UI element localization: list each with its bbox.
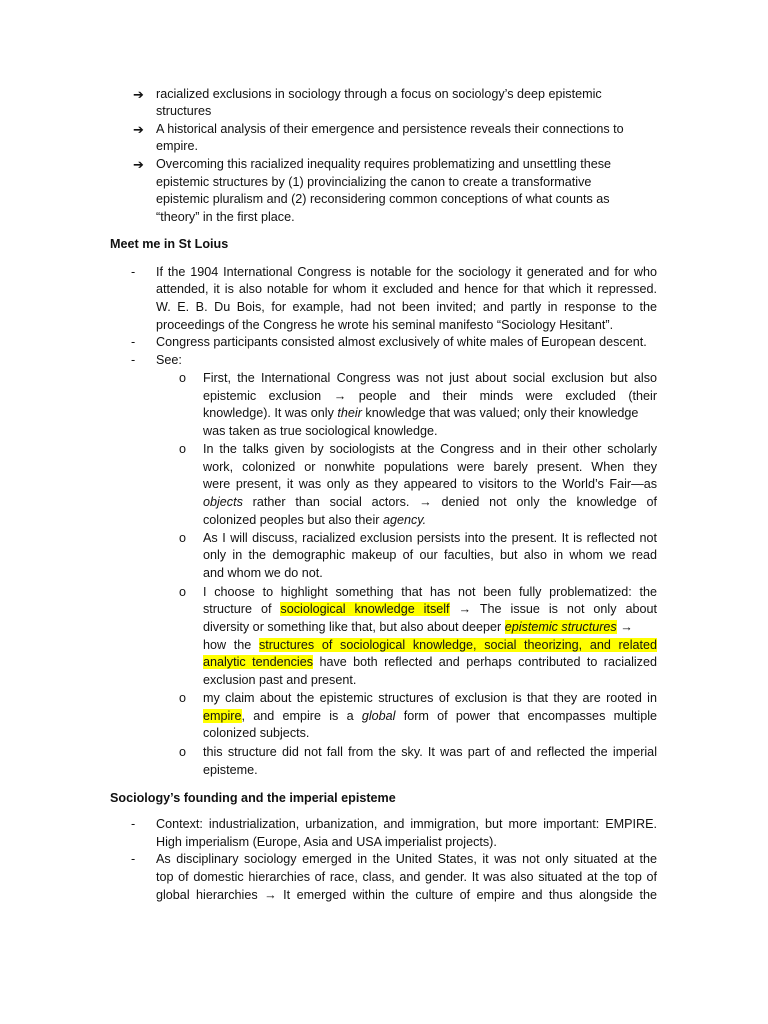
body-line: structure of sociological knowledge itself → The issue is not only about (203, 602, 657, 616)
body-line: proceedings of the Congress he wrote his seminal manifesto “Sociology Hesitant”. (156, 318, 614, 332)
body-line: See: (156, 353, 182, 367)
body-line: As I will discuss, racialized exclusion persists into the present. It is reflected not (203, 531, 657, 545)
body-line: colonized subjects. (203, 726, 310, 740)
circle-bullet: o (179, 585, 187, 599)
body-line: epistemic exclusion → people and their minds were excluded (their (203, 389, 658, 403)
body-line: episteme. (203, 763, 258, 777)
body-line: Congress participants consisted almost exclusively of white males of European descent. (156, 335, 647, 349)
bullet-text: “theory” in the first place. (156, 210, 295, 224)
highlighted-text: empire (203, 709, 242, 723)
body-line: In the talks given by sociologists at the Congress and in their other scholarly (203, 442, 657, 456)
body-line: how the structures of sociological knowledge, social theorizing, and related (203, 638, 658, 652)
inline-arrow-icon: → (419, 495, 432, 509)
circle-bullet: o (179, 531, 187, 545)
body-line: this structure did not fall from the sky. It was part of and reflected the imperial (203, 745, 657, 759)
bullet-text: empire. (156, 139, 198, 153)
arrow-bullet-icon: ➔ (133, 87, 144, 102)
body-line: I choose to highlight something that has not been fully problematized: the (203, 585, 657, 599)
body-line: my claim about the epistemic structures of exclusion is that they are rooted in (203, 691, 657, 705)
section-heading: Sociology’s founding and the imperial episteme (110, 791, 396, 805)
body-line: W. E. B. Du Bois, for example, had not been invited; and partly in response to the (156, 300, 657, 314)
dash-bullet: - (131, 353, 136, 367)
body-line: was taken as true sociological knowledge. (203, 424, 438, 438)
body-line: analytic tendencies have both reflected and perhaps contributed to racialized (203, 655, 657, 669)
bullet-text: epistemic pluralism and (2) reconsidering common conceptions of what counts as (156, 192, 610, 206)
body-line: work, colonized or nonwhite populations were barely present. When they (203, 460, 657, 474)
dash-bullet: - (131, 265, 136, 279)
bullet-text: structures (156, 104, 212, 118)
inline-arrow-icon: → (333, 389, 347, 403)
body-line: were present, it was only as they appeared to visitors to the World’s Fair—as (203, 477, 657, 491)
inline-arrow-icon: → (620, 620, 633, 634)
body-line: High imperialism (Europe, Asia and USA imperialist projects). (156, 835, 497, 849)
bullet-text: Overcoming this racialized inequality requires problematizing and unsettling these (156, 157, 612, 171)
arrow-bullet-icon: ➔ (133, 122, 144, 137)
circle-bullet: o (179, 371, 187, 385)
dash-bullet: - (131, 852, 136, 866)
body-line: objects rather than social actors. → denied not only the knowledge of (203, 495, 658, 509)
body-line: top of domestic hierarchies of race, class, and gender. It was also situated at the top of (156, 870, 657, 884)
bullet-text: racialized exclusions in sociology through a focus on sociology’s deep epistemic (156, 87, 602, 101)
body-line: attended, it is also notable for whom it excluded and hence for that which it repressed. (156, 282, 657, 296)
inline-arrow-icon: → (264, 888, 277, 902)
circle-bullet: o (179, 745, 187, 759)
body-line: exclusion past and present. (203, 673, 357, 687)
circle-bullet: o (179, 691, 187, 705)
body-line: First, the International Congress was not just about social exclusion but also (203, 371, 657, 385)
section-heading: Meet me in St Loius (110, 237, 229, 251)
body-line: empire, and empire is a global form of power that encompasses multiple (203, 709, 657, 723)
body-line: As disciplinary sociology emerged in the United States, it was not only situated at the (156, 852, 657, 866)
bullet-text: A historical analysis of their emergence and persistence reveals their connections to (156, 122, 624, 136)
body-line: diversity or something like that, but also about deeper epistemic structures → (203, 620, 633, 634)
body-line: and whom we do not. (203, 566, 323, 580)
body-line: colonized peoples but also their agency. (203, 513, 427, 527)
body-line: global hierarchies → It emerged within the culture of empire and thus alongside the (156, 888, 658, 902)
body-line: only in the demographic makeup of our faculties, but also in whom we read (203, 548, 657, 562)
bullet-text: epistemic structures by (1) provincializing the canon to create a transformative (156, 175, 592, 189)
body-line: Context: industrialization, urbanization, and immigration, but more important: EMPIRE. (156, 817, 657, 831)
highlighted-text: epistemic structures (504, 620, 617, 634)
highlighted-text: structures of sociological knowledge, social theorizing, and related (258, 638, 658, 652)
body-line: knowledge). It was only their knowledge that was valued; only their knowledge (203, 406, 639, 420)
body-line: If the 1904 International Congress is notable for the sociology it generated and for who (156, 265, 657, 279)
dash-bullet: - (131, 817, 136, 831)
inline-arrow-icon: → (458, 602, 472, 616)
arrow-bullet-icon: ➔ (133, 157, 144, 172)
highlighted-text: sociological knowledge itself (280, 602, 450, 616)
dash-bullet: - (131, 335, 136, 349)
circle-bullet: o (179, 442, 187, 456)
highlighted-text: analytic tendencies (203, 655, 314, 669)
